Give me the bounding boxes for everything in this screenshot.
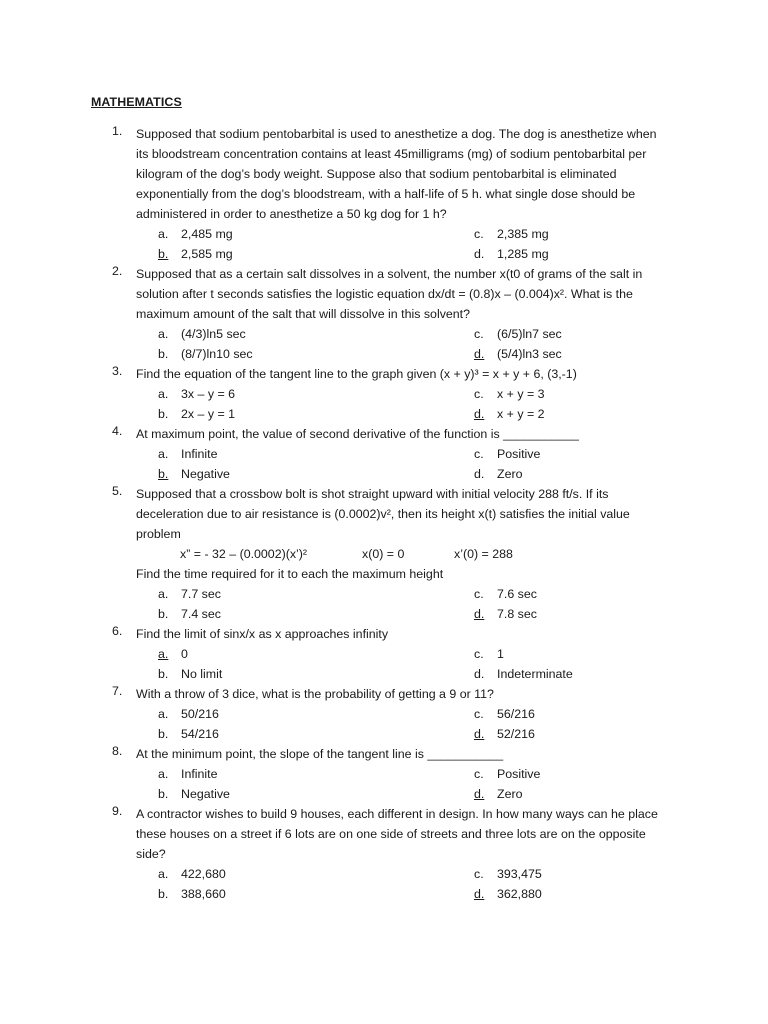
answer-option [474, 404, 674, 424]
answer-option [474, 344, 674, 364]
answer-option [158, 224, 474, 244]
answer-option [474, 584, 674, 604]
initial-value-equation [180, 544, 768, 564]
option-text: x + y = 2 [497, 407, 545, 421]
answer-option [474, 664, 674, 684]
answer-option [158, 784, 474, 804]
question-text [136, 364, 668, 384]
question-list [0, 124, 768, 904]
option-text: Zero [497, 467, 523, 481]
option-text: 422,680 [181, 867, 226, 881]
option-letter-marked: d. [474, 887, 485, 901]
question-number: 7. [112, 684, 123, 698]
option-letter: c. [474, 587, 484, 601]
question-item [0, 264, 768, 364]
question-item [0, 364, 768, 424]
answer-option [474, 864, 674, 884]
answer-option [158, 344, 474, 364]
option-letter-marked: a. [158, 647, 169, 661]
option-text: Positive [497, 767, 541, 781]
option-text: No limit [181, 667, 223, 681]
question-number: 1. [112, 124, 123, 138]
option-letter: d. [474, 467, 485, 481]
answer-option [474, 444, 674, 464]
answer-options [158, 384, 768, 424]
page-heading: MATHEMATICS [91, 95, 182, 109]
option-letter: c. [474, 767, 484, 781]
option-letter: a. [158, 387, 169, 401]
answer-options [158, 444, 768, 484]
question-line: Supposed that as a certain salt dissolves in a solvent, the number x(t0 of grams of the salt in [136, 267, 643, 281]
option-text: 2,385 mg [497, 227, 549, 241]
question-line: side? [136, 847, 166, 861]
option-letter: a. [158, 767, 169, 781]
option-text: 7.6 sec [497, 587, 537, 601]
answer-option [158, 724, 474, 744]
option-text: 54/216 [181, 727, 219, 741]
option-text: Indeterminate [497, 667, 573, 681]
question-line: maximum amount of the salt that will dissolve in this solvent? [136, 307, 471, 321]
answer-option [158, 864, 474, 884]
option-letter: c. [474, 647, 484, 661]
answer-option [474, 244, 674, 264]
question-number: 5. [112, 484, 123, 498]
option-text: 7.8 sec [497, 607, 537, 621]
option-letter: a. [158, 587, 169, 601]
option-text: Infinite [181, 767, 218, 781]
option-text: 7.4 sec [181, 607, 221, 621]
question-followup: Find the time required for it to each the maximum height [136, 567, 444, 581]
equation-part: x(0) = 0 [362, 547, 405, 561]
option-text: 2,585 mg [181, 247, 233, 261]
option-letter: c. [474, 227, 484, 241]
answer-options [158, 864, 768, 904]
option-letter: c. [474, 867, 484, 881]
question-line: A contractor wishes to build 9 houses, each different in design. In how many ways can he place [136, 807, 658, 821]
answer-option [474, 764, 674, 784]
option-letter-marked: d. [474, 347, 485, 361]
answer-options [158, 584, 768, 624]
answer-option [474, 704, 674, 724]
question-text [136, 124, 668, 224]
option-text: 1,285 mg [497, 247, 549, 261]
question-line: Find the limit of sinx/x as x approaches infinity [136, 627, 389, 641]
option-letter: b. [158, 607, 169, 621]
question-number: 4. [112, 424, 123, 438]
option-letter: b. [158, 887, 169, 901]
option-text: 393,475 [497, 867, 542, 881]
answer-option [158, 244, 474, 264]
question-item [0, 484, 768, 624]
answer-option [474, 884, 674, 904]
answer-option [158, 324, 474, 344]
question-line: At the minimum point, the slope of the tangent line is ___________ [136, 747, 504, 761]
answer-option [474, 464, 674, 484]
answer-options [158, 224, 768, 264]
option-text: Infinite [181, 447, 218, 461]
option-letter-marked: d. [474, 727, 485, 741]
option-letter: b. [158, 407, 169, 421]
question-line: Find the equation of the tangent line to the graph given (x + y)³ = x + y + 6, (3,-1) [136, 367, 577, 381]
question-text [136, 484, 668, 544]
answer-option [474, 384, 674, 404]
answer-option [158, 704, 474, 724]
option-text: 52/216 [497, 727, 535, 741]
option-text: (6/5)ln7 sec [497, 327, 562, 341]
question-line: Supposed that sodium pentobarbital is used to anesthetize a dog. The dog is anesthetize when [136, 127, 657, 141]
option-text: 7.7 sec [181, 587, 221, 601]
answer-option [474, 724, 674, 744]
answer-option [158, 764, 474, 784]
question-number: 2. [112, 264, 123, 278]
question-text [136, 264, 668, 324]
option-letter: d. [474, 667, 485, 681]
question-line: its bloodstream concentration contains at least 45milligrams (mg) of sodium pentobarbital per [136, 147, 647, 161]
answer-options [158, 704, 768, 744]
answer-option [158, 404, 474, 424]
question-text [136, 424, 668, 444]
question-line: kilogram of the dog’s body weight. Suppose also that sodium pentobarbital is eliminated [136, 167, 617, 181]
question-item [0, 804, 768, 904]
answer-options [158, 644, 768, 684]
option-letter: b. [158, 667, 169, 681]
answer-option [158, 604, 474, 624]
question-text [136, 624, 668, 644]
question-item [0, 624, 768, 684]
option-letter: d. [474, 247, 485, 261]
option-letter: a. [158, 227, 169, 241]
option-letter-marked: b. [158, 247, 169, 261]
answer-options [158, 764, 768, 804]
question-item [0, 744, 768, 804]
option-text: 1 [497, 647, 504, 661]
equation-part: x’(0) = 288 [454, 547, 513, 561]
question-line: Supposed that a crossbow bolt is shot straight upward with initial velocity 288 ft/s. If its [136, 487, 609, 501]
answer-option [158, 584, 474, 604]
option-text: 2x – y = 1 [181, 407, 236, 421]
question-item [0, 124, 768, 264]
question-number: 3. [112, 364, 123, 378]
option-text: 56/216 [497, 707, 535, 721]
option-text: Negative [181, 787, 230, 801]
answer-option [158, 664, 474, 684]
option-letter: a. [158, 447, 169, 461]
option-letter: b. [158, 347, 169, 361]
question-number: 9. [112, 804, 123, 818]
option-text: (5/4)ln3 sec [497, 347, 562, 361]
option-letter: b. [158, 727, 169, 741]
question-line: With a throw of 3 dice, what is the probability of getting a 9 or 11? [136, 687, 494, 701]
option-letter: b. [158, 787, 169, 801]
answer-option [474, 604, 674, 624]
equation-part: x” = - 32 – (0.0002)(x’)² [180, 547, 308, 561]
option-letter: c. [474, 327, 484, 341]
option-letter-marked: d. [474, 607, 485, 621]
option-text: 362,880 [497, 887, 542, 901]
question-text [136, 684, 668, 704]
question-item [0, 424, 768, 484]
option-text: 3x – y = 6 [181, 387, 236, 401]
question-line: solution after t seconds satisfies the logistic equation dx/dt = (0.8)x – (0.004)x². What is the [136, 287, 633, 301]
option-letter: c. [474, 447, 484, 461]
option-text: (4/3)ln5 sec [181, 327, 246, 341]
answer-option [474, 644, 674, 664]
option-text: Positive [497, 447, 541, 461]
question-text [136, 744, 668, 764]
answer-option [158, 444, 474, 464]
answer-options [158, 324, 768, 364]
question-line: these houses on a street if 6 lots are on one side of streets and three lots are on the opposite [136, 827, 646, 841]
option-text: 2,485 mg [181, 227, 233, 241]
option-letter-marked: d. [474, 787, 485, 801]
option-text: x + y = 3 [497, 387, 545, 401]
option-letter: a. [158, 867, 169, 881]
answer-option [158, 884, 474, 904]
question-line: At maximum point, the value of second derivative of the function is ___________ [136, 427, 579, 441]
answer-option [474, 324, 674, 344]
option-letter: c. [474, 707, 484, 721]
question-number: 6. [112, 624, 123, 638]
option-text: 388,660 [181, 887, 226, 901]
answer-option [158, 644, 474, 664]
question-line: problem [136, 527, 181, 541]
question-line: administered in order to anesthetize a 50 kg dog for 1 h? [136, 207, 447, 221]
answer-option [474, 224, 674, 244]
option-letter: a. [158, 327, 169, 341]
question-line: deceleration due to air resistance is (0.0002)v², then its height x(t) satisfies the initial value [136, 507, 630, 521]
answer-option [158, 384, 474, 404]
question-text [136, 804, 668, 864]
question-line: exponentially from the dog’s bloodstream, with a half-life of 5 h. what single dose should be [136, 187, 636, 201]
option-text: 0 [181, 647, 188, 661]
answer-option [474, 784, 674, 804]
option-text: (8/7)ln10 sec [181, 347, 253, 361]
question-item [0, 684, 768, 744]
question-number: 8. [112, 744, 123, 758]
option-letter: a. [158, 707, 169, 721]
option-text: Negative [181, 467, 230, 481]
option-letter: c. [474, 387, 484, 401]
option-letter-marked: b. [158, 467, 169, 481]
option-text: Zero [497, 787, 523, 801]
answer-option [158, 464, 474, 484]
option-text: 50/216 [181, 707, 219, 721]
option-letter-marked: d. [474, 407, 485, 421]
